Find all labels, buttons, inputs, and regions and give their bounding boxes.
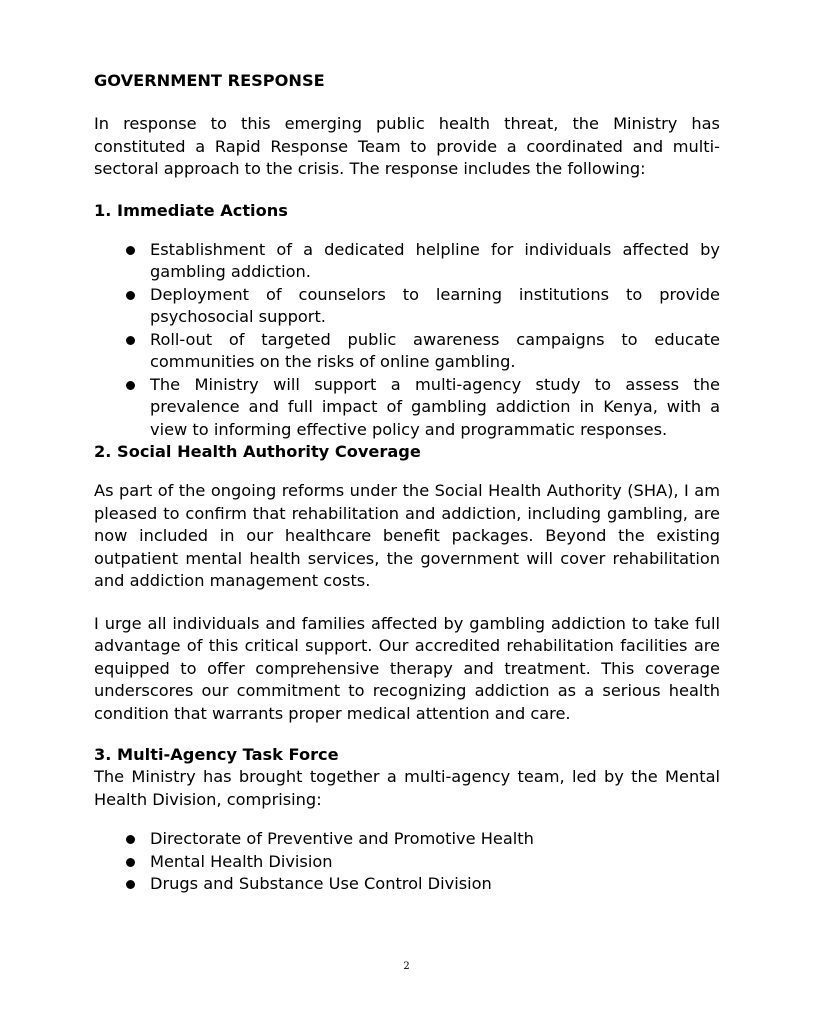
sha-support-paragraph: I urge all individuals and families affected by gambling addiction to take full advantage of this critical support. Our accredited rehabilitation facilities are equipped to offer comprehensive therapy and treatment. This coverage underscores our commitment to recognizing addiction as a serious health condition that warrants proper medical attention and care. [94,613,720,723]
page-number: 2 [403,961,410,972]
document-page [94,70,720,896]
list-item-text: Drugs and Substance Use Control Division [150,874,492,893]
section-heading-task-force: 3. Multi-Agency Task Force [94,745,339,764]
list-item-text: Directorate of Preventive and Promotive Health [150,829,534,848]
list-item [126,873,720,896]
list-item [126,239,720,284]
document-title: GOVERNMENT RESPONSE [94,71,325,90]
task-force-members-list [94,828,720,896]
bullet-icon [126,381,135,390]
bullet-icon [126,858,135,867]
bullet-icon [126,336,135,345]
section-heading-immediate-actions: 1. Immediate Actions [94,200,288,220]
list-item-text: Mental Health Division [150,851,333,871]
list-item-text: Establishment of a dedicated helpline for individuals affected by gambling addiction. [150,239,720,281]
list-item [126,374,720,442]
list-item [126,828,720,851]
list-item [126,851,720,874]
bullet-icon [126,291,135,300]
list-item-text: The Ministry will support a multi-agency study to assess the prevalence and full impact of gambling addiction in Kenya, with a view to informing effective policy and programmatic responses. [150,374,720,439]
bullet-icon [126,246,135,255]
sha-coverage-paragraph: As part of the ongoing reforms under the Social Health Authority (SHA), I am pleased to confirm that rehabilitation and addiction, including gambling, are now included in our healthcare benefit packages. Beyond the existing outpatient mental health services, the government will cover rehabilitation and addiction management costs. [94,481,720,590]
list-item-text: Roll-out of targeted public awareness campaigns to educate communities on the risks of online gambling. [150,329,720,371]
section-heading-sha-coverage: 2. Social Health Authority Coverage [94,442,421,461]
bullet-icon [126,835,135,844]
immediate-actions-list [94,239,720,442]
intro-paragraph: In response to this emerging public health threat, the Ministry has constituted a Rapid Response Team to provide a coordinated and multi-sectoral approach to the crisis. The response includes the following: [94,114,720,178]
task-force-paragraph: The Ministry has brought together a multi-agency team, led by the Mental Health Division, comprising: [94,767,720,809]
bullet-icon [126,880,135,889]
list-item-text: Deployment of counselors to learning institutions to provide psychosocial support. [150,284,720,326]
list-item [126,329,720,374]
list-item [126,284,720,329]
